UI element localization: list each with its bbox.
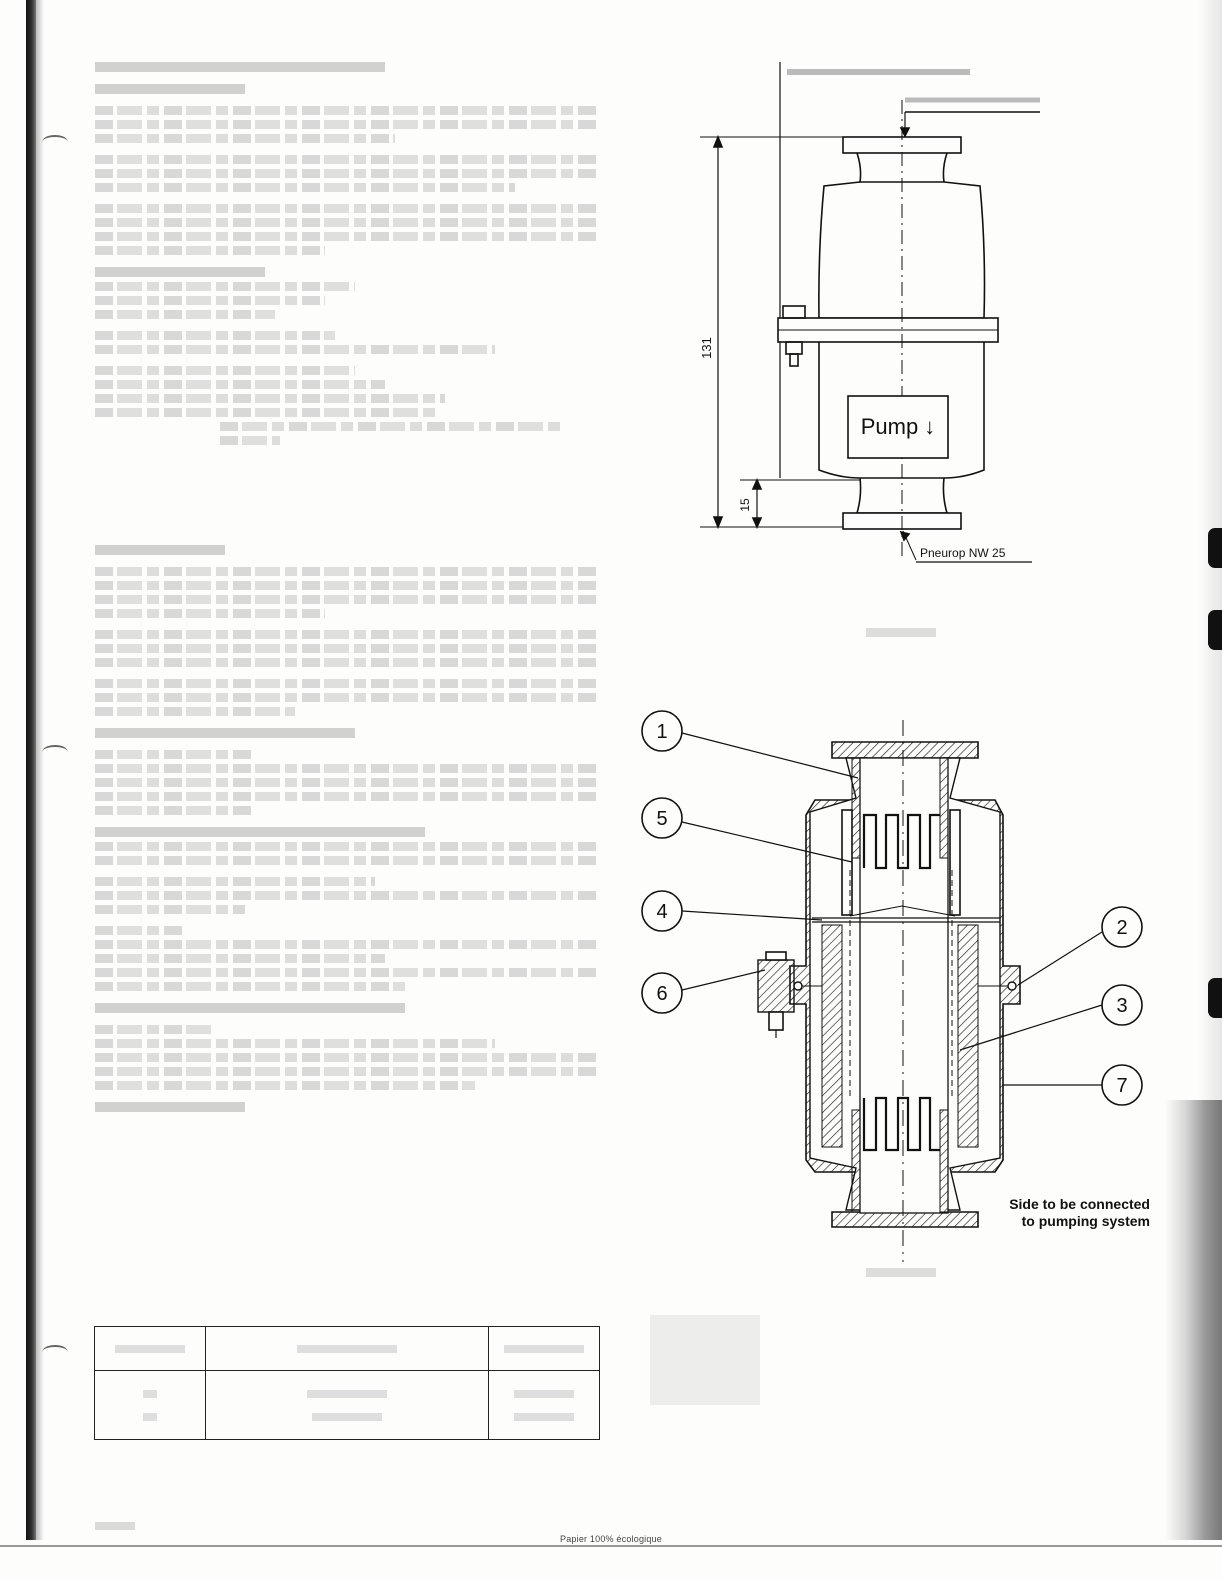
connection-label: Pneurop NW 25	[920, 546, 1006, 560]
footer-eco-paper: Papier 100% écologique	[560, 1534, 662, 1544]
dimension-overall-label: 131	[699, 337, 714, 359]
callout-2-label: 2	[1116, 917, 1128, 939]
page-number-faded	[95, 1522, 135, 1530]
filter-external-view	[700, 62, 1040, 562]
side-note-line1: Side to be connected	[1009, 1196, 1150, 1212]
callout-7-label: 7	[1116, 1075, 1128, 1097]
side-note-line2: to pumping system	[1021, 1213, 1150, 1229]
callout-6-label: 6	[656, 983, 668, 1005]
callout-1-label: 1	[656, 721, 668, 743]
callout-4-label: 4	[656, 901, 668, 923]
callout-5-label: 5	[656, 808, 668, 830]
filter-cross-section	[758, 720, 1020, 1262]
callout-3-label: 3	[1116, 995, 1128, 1017]
pump-direction-label: Pump ↓	[860, 414, 936, 439]
dimension-flange-label: 15	[738, 498, 752, 512]
